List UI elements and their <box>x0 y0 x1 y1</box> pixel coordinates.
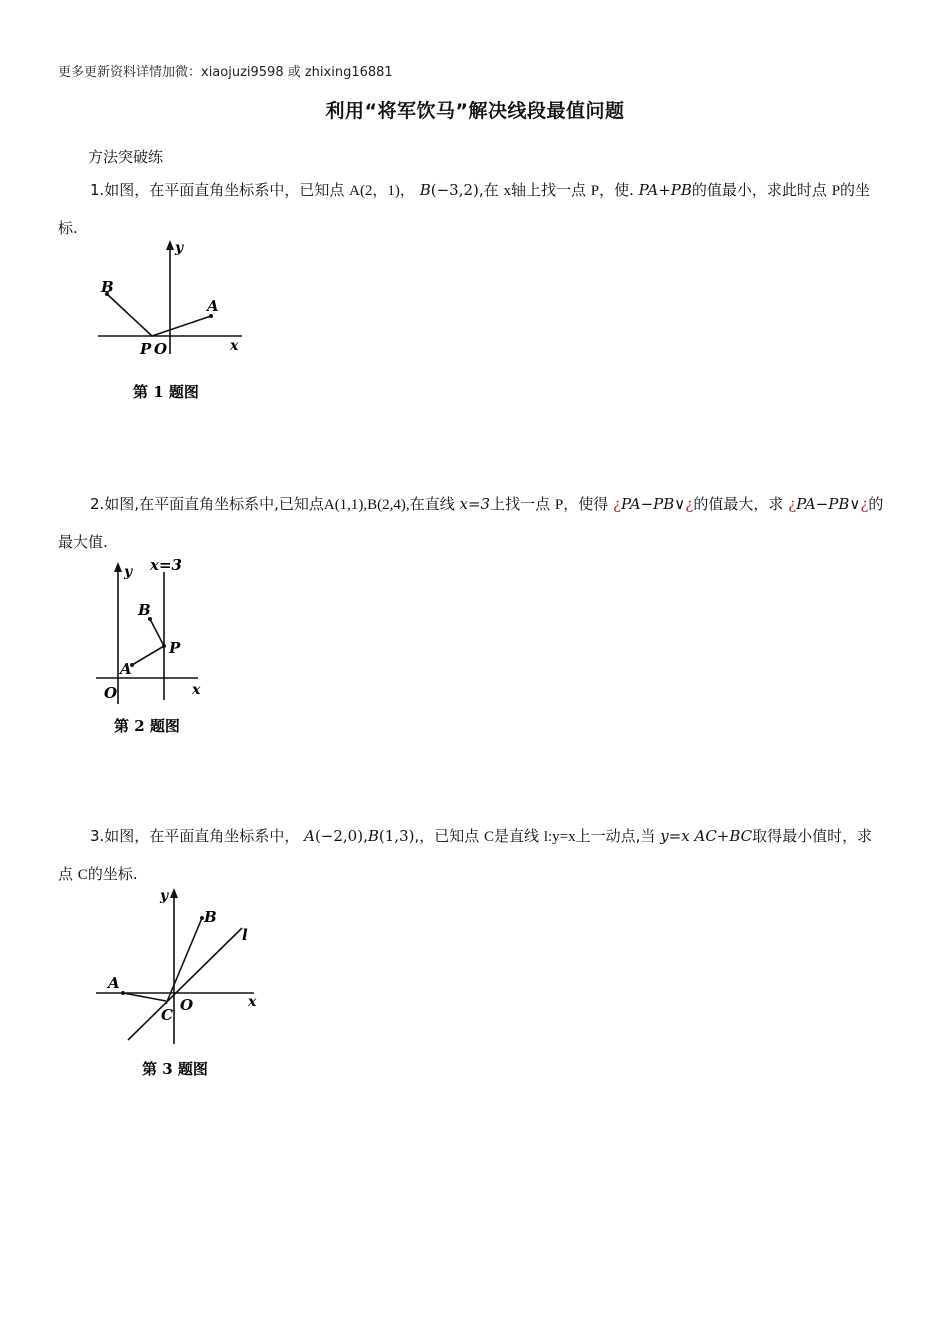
header-note: 更多更新资料详情加微：xiaojuzi9598 或 zhixing16881 <box>58 65 393 80</box>
point-P <box>162 644 166 648</box>
y-axis-arrow <box>170 888 178 898</box>
line-l <box>128 928 242 1040</box>
label-x: x <box>192 682 201 698</box>
y-axis-arrow <box>166 240 174 250</box>
label-B: B <box>101 278 114 296</box>
segment-AP <box>132 646 164 665</box>
figure-1-caption: 第 1 题图 <box>133 383 199 401</box>
point-A <box>121 991 125 995</box>
segment-PA <box>152 316 211 336</box>
page-title: 利用“将军饮马”解决线段最值问题 <box>325 100 625 122</box>
label-y: y <box>124 564 133 580</box>
segment-CB <box>166 918 202 1004</box>
problem-1-text: 1.如图，在平面直角坐标系中，已知点 A(2，1)， B(−3,2),在 x轴上找一点 P，使. PA+PB的值最小，求此时点 P的坐标. <box>58 181 871 237</box>
segment-AC <box>123 993 166 1001</box>
segment-PB <box>107 294 152 336</box>
figure-1 <box>90 236 260 416</box>
section-heading: 方法突破练 <box>88 148 164 166</box>
label-B: B <box>204 908 217 926</box>
label-C: C <box>161 1006 173 1024</box>
label-B: B <box>138 601 151 619</box>
label-l: l <box>242 926 248 944</box>
label-A: A <box>108 974 120 992</box>
segment-BP <box>150 619 164 646</box>
label-O: O <box>154 340 168 358</box>
label-O: O <box>104 684 118 702</box>
label-x3: x=3 <box>150 556 182 574</box>
figure-2-caption: 第 2 题图 <box>114 717 180 735</box>
label-y: y <box>160 888 169 904</box>
figure-3-caption: 第 3 题图 <box>142 1060 208 1078</box>
problem-3-text: 3.如图，在平面直角坐标系中， A(−2,0),B(1,3),，已知点 C是直线 l:y=x上一动点,当 y=x AC+BC取得最小值时，求点 C的坐标. <box>58 827 873 883</box>
figure-3 <box>92 884 270 1084</box>
label-y: y <box>175 240 184 256</box>
label-A: A <box>120 660 132 678</box>
label-O: O <box>180 996 194 1014</box>
problem-2-text: 2.如图,在平面直角坐标系中,已知点A(1,1),B(2,4),在直线 x=3上找一点 P，使得 ¿PA−PB∨¿的值最大，求 ¿PA−PB∨¿的最大值. <box>58 495 884 551</box>
label-x: x <box>230 338 239 354</box>
label-A: A <box>207 297 219 315</box>
label-P: P <box>140 340 152 358</box>
label-P: P <box>169 639 181 657</box>
figure-2 <box>92 554 222 740</box>
label-x: x <box>248 994 257 1010</box>
y-axis-arrow <box>114 562 122 572</box>
